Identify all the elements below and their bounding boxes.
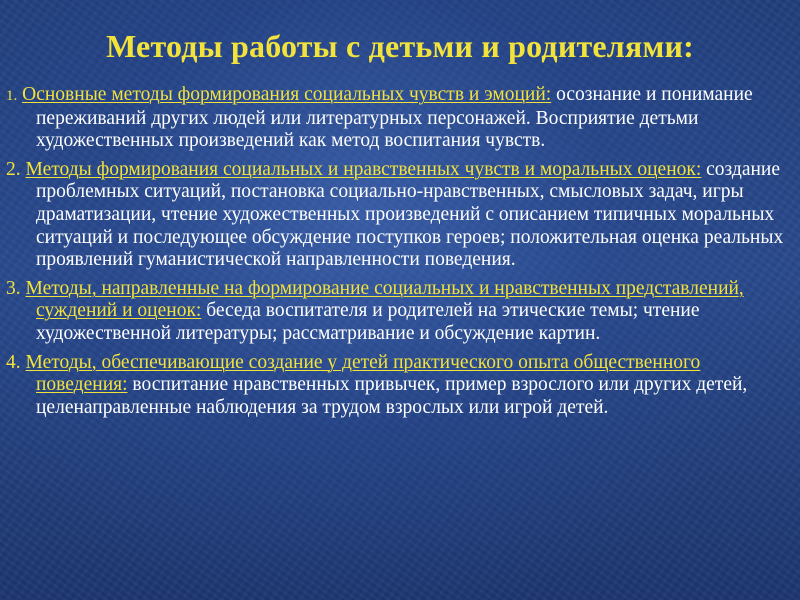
item-number: 3. xyxy=(6,277,21,299)
item-text: создание проблемных ситуаций, постановка социально-нравственных, смысловых задач, игры драматизации, чтение художественных произведений с описанием типичных моральных ситуаций и последующее обсуждение поступков героев; положительная оценка реальных проявлений гуманистической направленности поведения. xyxy=(36,158,784,271)
item-number: 4. xyxy=(6,351,21,373)
item-heading: Основные методы формирования социальных чувств и эмоций: xyxy=(22,84,552,105)
item-heading: Методы, направленные на формирование социальных и нравственных представлений, суждений и оценок: xyxy=(25,277,744,322)
item-number: 2. xyxy=(6,158,21,180)
item-text: воспитание нравственных привычек, пример взрослого или других детей, целенаправленные наблюдения за трудом взрослых или игрой детей. xyxy=(36,374,748,418)
slide-title: Методы работы с детьми и родителями: xyxy=(106,28,694,64)
item-text: осознание и понимание переживаний других людей или литературных персонажей. Восприятие детьми художественных произведений как метод воспитания чувств. xyxy=(36,84,753,152)
item-text: беседа воспитателя и родителей на этические темы; чтение художественной литературы; рассматривание и обсуждение картин. xyxy=(36,300,700,344)
method-item-3 xyxy=(6,278,790,346)
method-item-4 xyxy=(6,352,790,420)
method-item-2 xyxy=(6,159,790,272)
item-heading: Методы формирования социальных и нравственных чувств и моральных оценок: xyxy=(25,158,702,180)
item-number: 1. xyxy=(6,88,18,104)
methods-list xyxy=(6,84,790,425)
method-item-1 xyxy=(6,84,790,153)
item-heading: Методы, обеспечивающие создание у детей практического опыта общественного поведения: xyxy=(25,351,701,396)
